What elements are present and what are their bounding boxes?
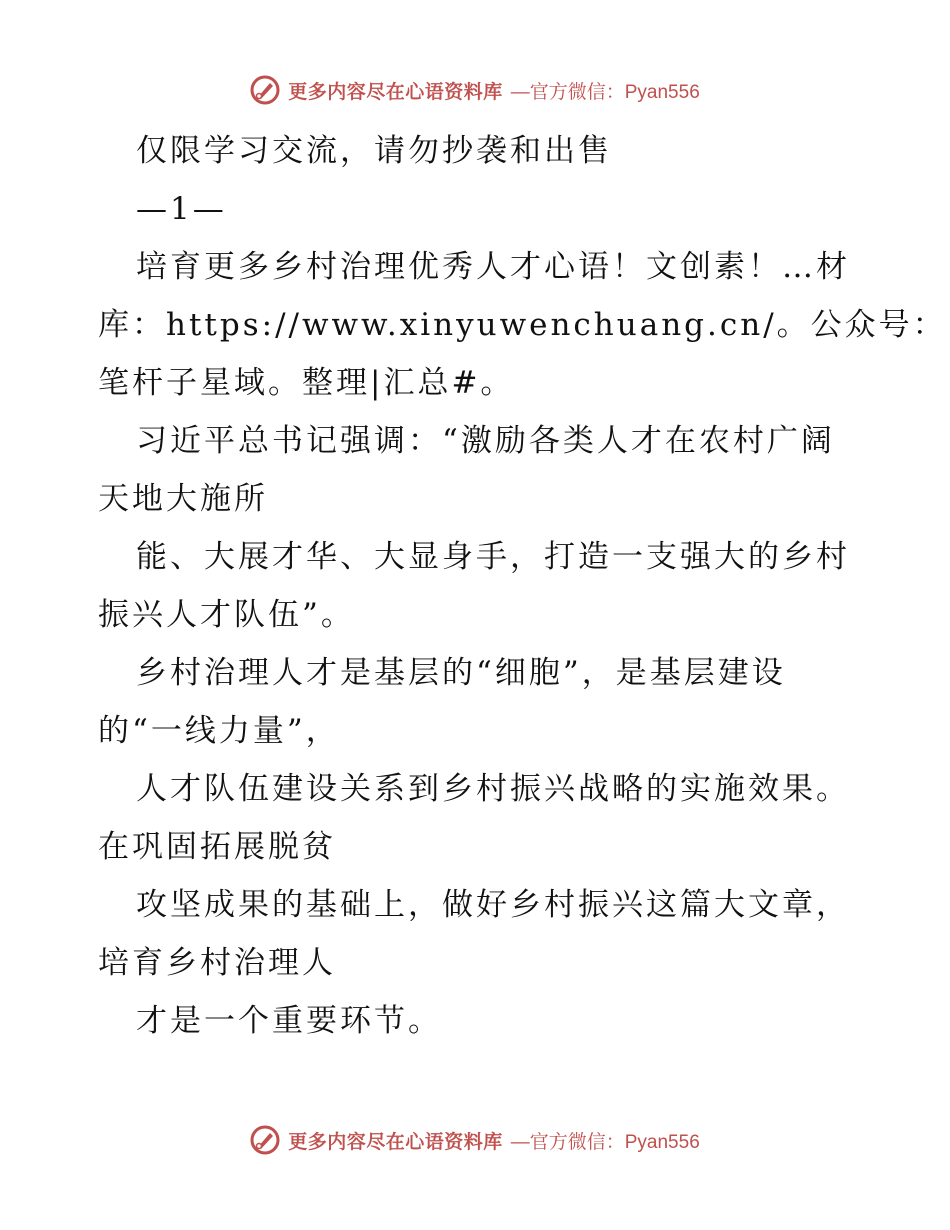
paragraph-line: 乡村治理人才是基层的“细胞”，是基层建设 (136, 655, 786, 691)
paragraph-line: 能、大展才华、大显身手，打造一支强大的乡村 (136, 539, 850, 575)
paragraph-line: 培育乡村治理人 (98, 945, 336, 981)
watermark-contact: —官方微信：Pyan556 (510, 81, 700, 103)
watermark-text: 更多内容尽在心语资料库 (288, 1130, 503, 1153)
paragraph-line: 人才队伍建设关系到乡村振兴战略的实施效果。 (136, 771, 850, 807)
watermark-contact: —官方微信：Pyan556 (510, 1131, 700, 1153)
paragraph-line: 在巩固拓展脱贫 (98, 829, 336, 865)
paragraph-line: 攻坚成果的基础上，做好乡村振兴这篇大文章， (136, 887, 850, 923)
paragraph-line: 才是一个重要环节。 (136, 1003, 442, 1039)
paragraph-line: 振兴人才队伍”。 (98, 597, 355, 633)
brand-logo-icon (250, 75, 280, 105)
paragraph-line: 习近平总书记强调：“激励各类人才在农村广阔 (136, 423, 835, 459)
paragraph-line: 培育更多乡村治理优秀人才心语！文创素！…材 (136, 249, 850, 285)
header-watermark (0, 70, 950, 110)
brand-logo-icon (250, 1125, 280, 1155)
notice-line: 仅限学习交流，请勿抄袭和出售 (136, 133, 612, 169)
watermark-text: 更多内容尽在心语资料库 (288, 80, 503, 103)
footer-watermark (0, 1120, 950, 1160)
paragraph-line: 的“一线力量”， (98, 713, 340, 749)
paragraph-line: 天地大施所 (98, 481, 268, 517)
paragraph-line: 笔杆子星域。整理|汇总#。 (98, 365, 515, 401)
document-body (98, 122, 947, 1050)
page-number: —1— (136, 191, 227, 227)
paragraph-line: 库：https://www.xinyuwenchuang.cn/。公众号： (98, 307, 947, 343)
